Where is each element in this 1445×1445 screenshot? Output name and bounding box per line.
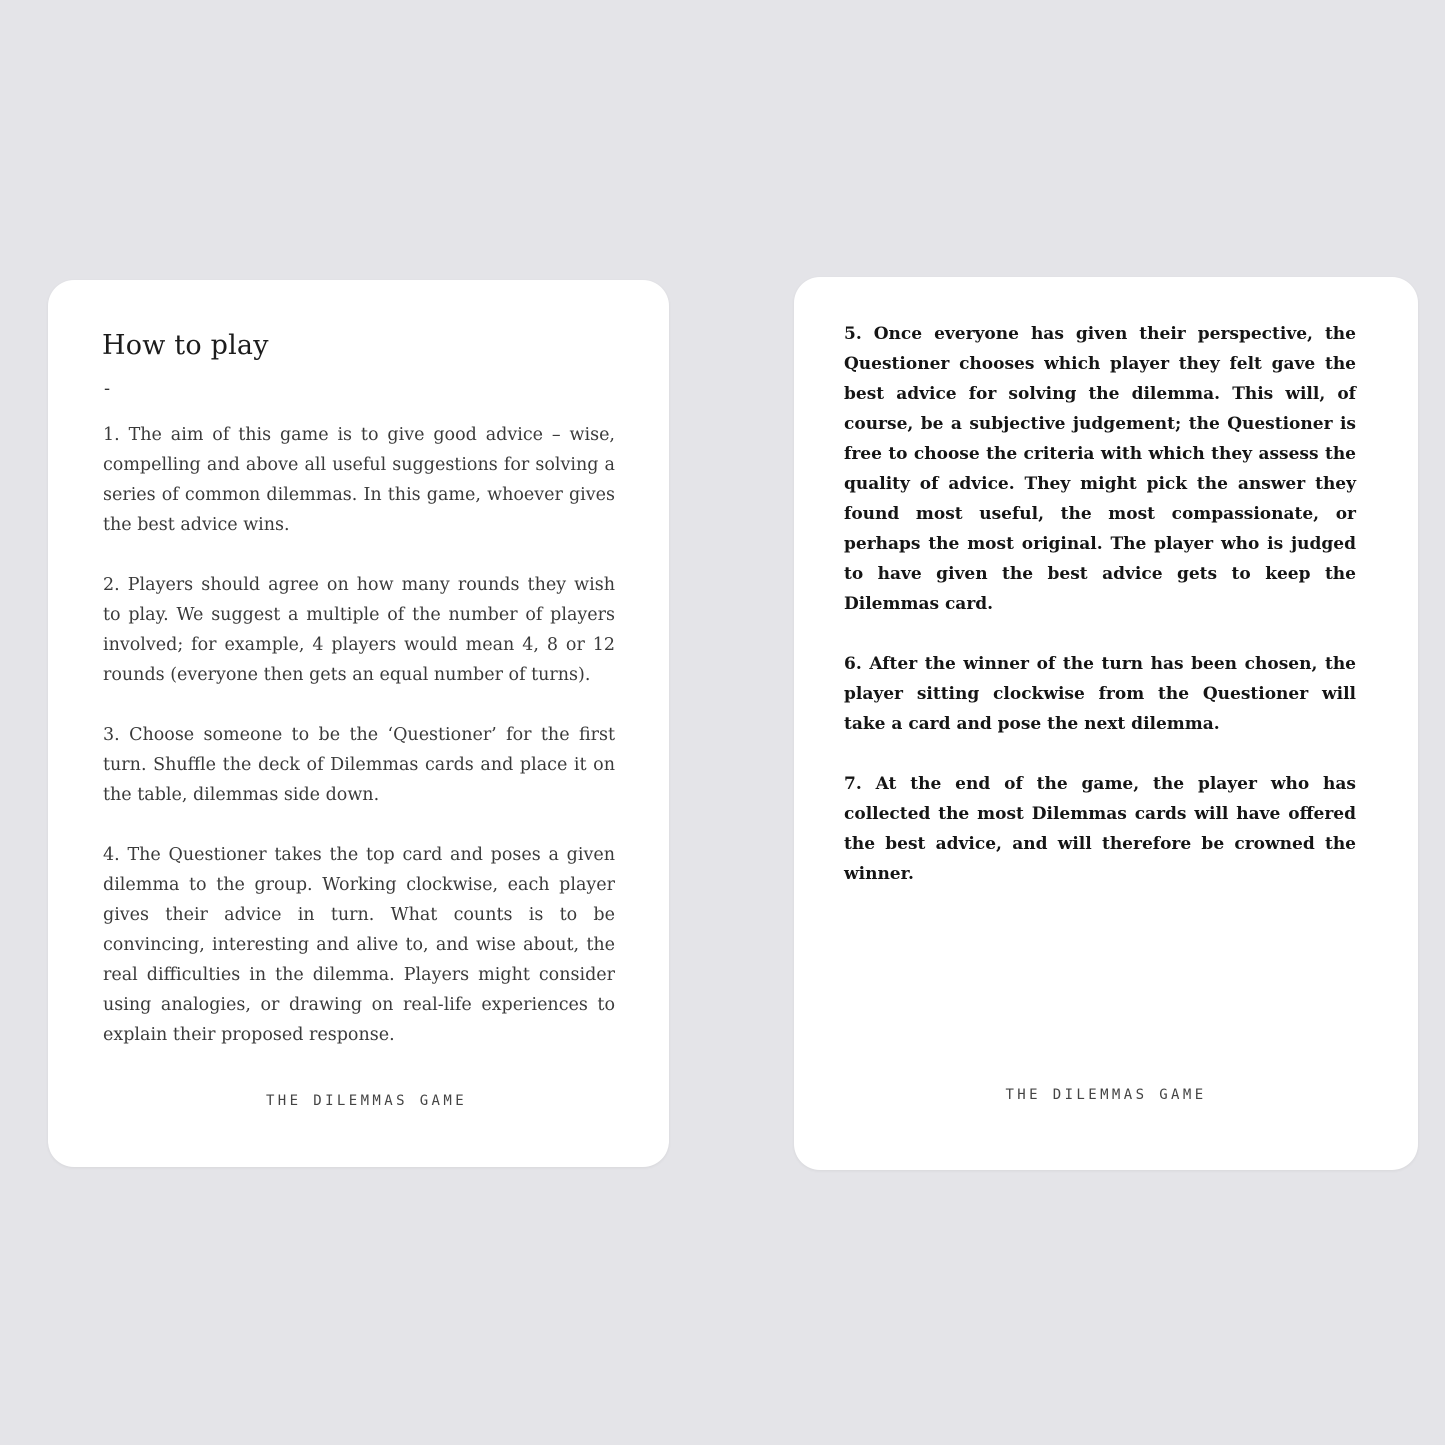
rule-step-7: 7. At the end of the game, the player who has collected the most Dilemmas cards will have offered the best advice, and will therefore be crowned the winner. <box>844 774 1356 884</box>
rules-card-right <box>794 277 1418 1170</box>
rule-step-1: 1. The aim of this game is to give good advice – wise, compelling and above all useful suggestions for solving a series of common dilemmas. In this game, whoever gives the best advice wins. <box>103 425 615 535</box>
rule-step-6: 6. After the winner of the turn has been chosen, the player sitting clockwise from the Questioner will take a card and pose the next dilemma. <box>844 654 1356 734</box>
rule-step-4: 4. The Questioner takes the top card and poses a given dilemma to the group. Working clockwise, each player gives their advice in turn. What counts is to be convincing, interesting and alive to, and wise about, the real difficulties in the dilemma. Players might consider using analogies, or drawing on real-life experiences to explain their proposed response. <box>103 845 615 1045</box>
card-title: How to play <box>102 330 269 361</box>
rules-card-left <box>48 280 669 1167</box>
rule-step-5: 5. Once everyone has given their perspective, the Questioner chooses which player they felt gave the best advice for solving the dilemma. This will, of course, be a subjective judgement; the Questioner is free to choose the criteria with which they assess the quality of advice. They might pick the answer they found most useful, the most compassionate, or perhaps the most original. The player who is judged to have given the best advice gets to keep the Dilemmas card. <box>844 324 1356 614</box>
rules-list <box>844 319 1356 919</box>
rules-list <box>103 420 615 1080</box>
card-footer-brand: THE DILEMMAS GAME <box>265 1093 468 1109</box>
rule-step-3: 3. Choose someone to be the ‘Questioner’ for the first turn. Shuffle the deck of Dilemmas cards and place it on the table, dilemmas side down. <box>103 725 615 805</box>
title-dash: - <box>104 378 111 399</box>
card-footer-brand: THE DILEMMAS GAME <box>1005 1087 1207 1103</box>
rule-step-2: 2. Players should agree on how many rounds they wish to play. We suggest a multiple of the number of players involved; for example, 4 players would mean 4, 8 or 12 rounds (everyone then gets an equal number of turns). <box>103 575 615 685</box>
